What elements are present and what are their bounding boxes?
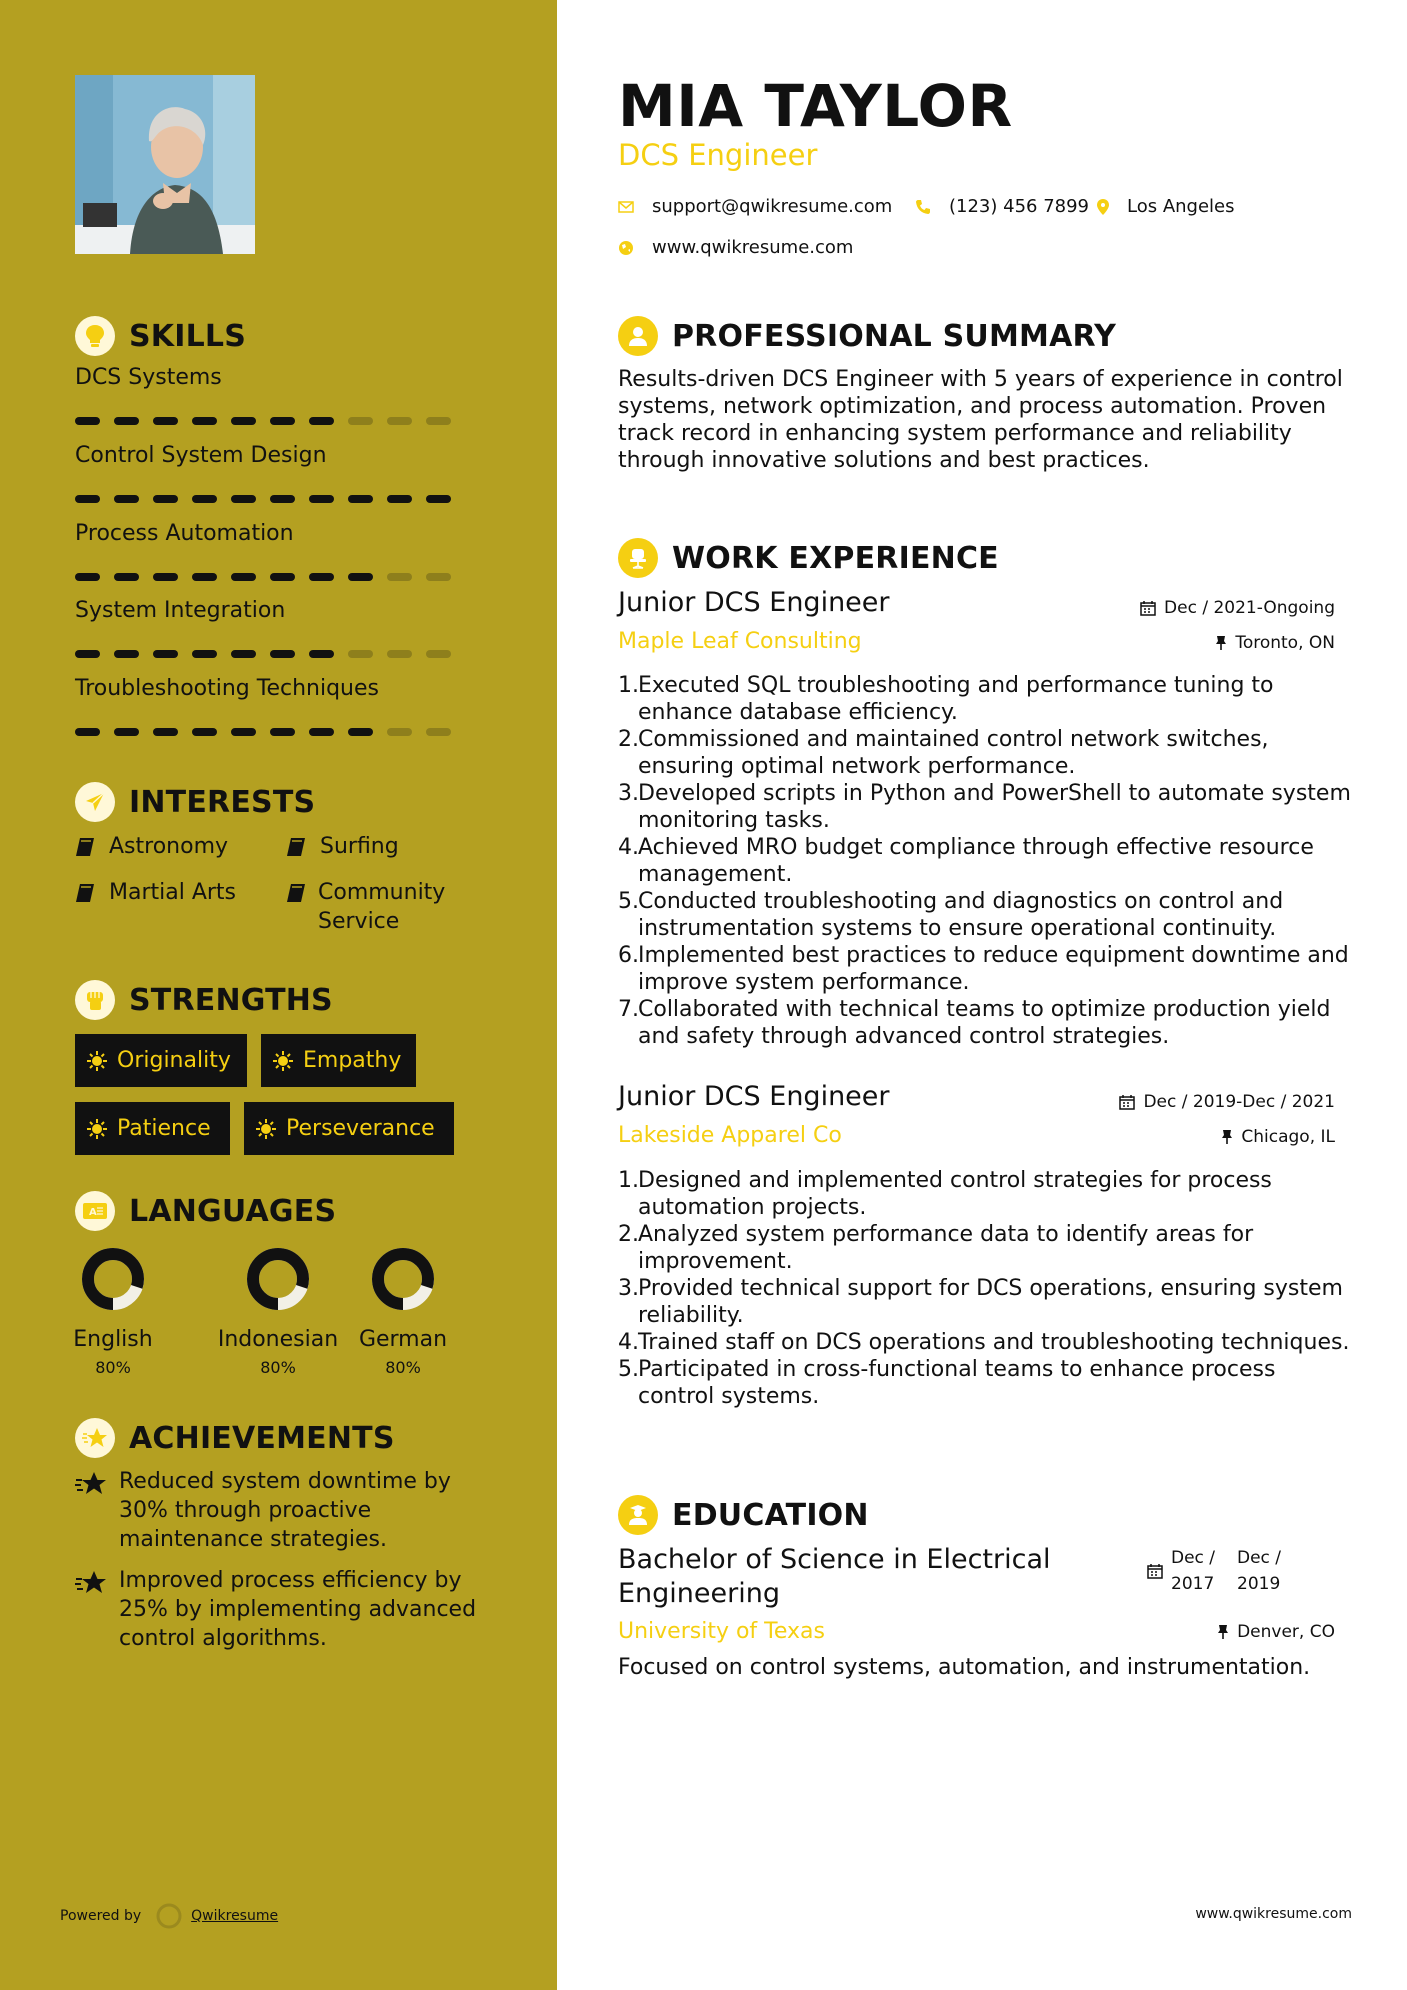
skill-level-bar <box>75 728 475 736</box>
skill-level-segment <box>387 650 412 658</box>
language-icon <box>75 1191 115 1231</box>
skill-level-segment <box>309 573 334 581</box>
job-bullet <box>618 996 1358 1050</box>
bullet-text: Executed SQL troubleshooting and performance tuning to enhance database efficiency. <box>638 673 1274 725</box>
book-icon <box>75 878 97 911</box>
skill-level-segment <box>75 417 100 425</box>
qwikresume-link[interactable]: Qwikresume <box>191 1908 279 1924</box>
job-bullet <box>618 1356 1358 1410</box>
skill-level-segment <box>348 573 373 581</box>
education-school: University of Texas <box>618 1619 825 1644</box>
user-icon <box>618 316 658 356</box>
mail-icon <box>618 201 634 213</box>
language-percent: 80% <box>260 1358 296 1377</box>
skill-level-bar <box>75 417 475 425</box>
contact-phone[interactable] <box>915 196 1089 217</box>
book-icon <box>75 832 97 865</box>
skill-level-segment <box>192 573 217 581</box>
calendar-icon <box>1140 600 1156 616</box>
skill-level-segment <box>426 573 451 581</box>
job-company: Lakeside Apparel Co <box>618 1123 842 1148</box>
interest-label: Martial Arts <box>109 880 237 905</box>
skill-name: Process Automation <box>75 521 294 546</box>
skill-level-segment <box>387 573 412 581</box>
bullet-number: 6. <box>618 943 639 968</box>
language-item <box>338 1247 468 1377</box>
sun-icon <box>87 1051 107 1071</box>
bullet-text: Conducted troubleshooting and diagnostics on control and instrumentation systems to ensure operational continuity. <box>638 889 1284 941</box>
languages-heading <box>75 1191 336 1231</box>
strengths-heading <box>75 980 333 1020</box>
interests-heading <box>75 782 315 822</box>
bullet-number: 1. <box>618 673 639 698</box>
education-description: Focused on control systems, automation, and instrumentation. <box>618 1655 1311 1680</box>
contact-website[interactable] <box>618 237 853 258</box>
language-name: English <box>73 1327 153 1352</box>
skill-item <box>75 521 475 581</box>
sun-icon <box>273 1051 293 1071</box>
job-bullet <box>618 888 1358 942</box>
skill-level-segment <box>387 728 412 736</box>
star-icon <box>75 1566 109 1653</box>
pushpin-icon <box>1215 635 1227 651</box>
skill-level-segment <box>231 650 256 658</box>
strength-label: Perseverance <box>286 1116 435 1141</box>
job-location-text: Chicago, IL <box>1241 1127 1335 1147</box>
bullet-number: 2. <box>618 1222 639 1247</box>
language-item <box>48 1247 178 1377</box>
bullet-number: 4. <box>618 835 639 860</box>
skill-level-segment <box>309 417 334 425</box>
email-text: support@qwikresume.com <box>652 196 893 217</box>
skill-level-segment <box>192 417 217 425</box>
skill-level-segment <box>348 728 373 736</box>
achievement-item <box>75 1566 495 1653</box>
skill-level-segment <box>192 495 217 503</box>
skill-level-segment <box>153 650 178 658</box>
website-text: www.qwikresume.com <box>652 237 854 258</box>
footer-website[interactable]: www.qwikresume.com <box>1195 1906 1352 1922</box>
skill-level-segment <box>309 650 334 658</box>
job-bullet <box>618 1167 1358 1221</box>
education-start: Dec / 2017 <box>1171 1548 1216 1594</box>
bullet-number: 7. <box>618 997 639 1022</box>
star-icon <box>75 1467 109 1554</box>
skill-name: DCS Systems <box>75 365 222 390</box>
achievements-heading <box>75 1418 395 1458</box>
skill-item <box>75 598 475 658</box>
sidebar <box>0 0 557 1990</box>
education-title: EDUCATION <box>672 1497 869 1533</box>
candidate-role: DCS Engineer <box>618 138 818 172</box>
phone-icon <box>915 199 931 215</box>
education-end: Dec / 2019 <box>1237 1548 1282 1594</box>
skill-level-segment <box>75 495 100 503</box>
skill-level-segment <box>348 495 373 503</box>
job-bullets <box>618 1167 1358 1410</box>
strength-tag <box>75 1034 247 1087</box>
job-title: Junior DCS Engineer <box>618 587 890 618</box>
bullet-text: Collaborated with technical teams to optimize production yield and safety through advanced control strategies. <box>638 997 1331 1049</box>
contact-location <box>1097 196 1235 217</box>
strength-label: Empathy <box>303 1048 402 1073</box>
skill-level-segment <box>270 417 295 425</box>
language-name: Indonesian <box>217 1327 339 1352</box>
skill-item <box>75 365 475 425</box>
skill-level-segment <box>75 573 100 581</box>
bullet-text: Trained staff on DCS operations and troubleshooting techniques. <box>638 1330 1350 1355</box>
skill-level-segment <box>309 728 334 736</box>
svg-text:A: A <box>89 1207 97 1218</box>
experience-title: WORK EXPERIENCE <box>672 540 999 576</box>
skill-level-segment <box>231 495 256 503</box>
date-separator <box>1227 1545 1237 1597</box>
chair-icon <box>618 538 658 578</box>
book-icon <box>286 878 306 936</box>
bullet-text: Provided technical support for DCS operations, ensuring system reliability. <box>638 1276 1343 1328</box>
job-bullet <box>618 1275 1358 1329</box>
skill-level-bar <box>75 650 475 658</box>
job-bullet <box>618 672 1358 726</box>
pushpin-icon <box>1217 1624 1229 1640</box>
language-name: German <box>358 1327 448 1352</box>
interest-item <box>75 878 236 911</box>
skill-level-segment <box>153 495 178 503</box>
skills-title: SKILLS <box>129 318 247 354</box>
skill-level-segment <box>270 573 295 581</box>
skill-level-bar <box>75 573 475 581</box>
calendar-icon <box>1119 1094 1135 1110</box>
skill-level-segment <box>348 650 373 658</box>
bullet-text: Participated in cross-functional teams to enhance process control systems. <box>638 1357 1276 1409</box>
skill-level-segment <box>426 495 451 503</box>
job-bullets <box>618 672 1358 1050</box>
language-item <box>213 1247 343 1377</box>
skill-name: Control System Design <box>75 443 327 468</box>
bullet-number: 5. <box>618 1357 639 1382</box>
skill-level-segment <box>231 417 256 425</box>
bullet-number: 3. <box>618 1276 639 1301</box>
skill-level-segment <box>75 650 100 658</box>
job-location <box>1215 633 1335 653</box>
phone-text: (123) 456 7899 <box>949 196 1090 217</box>
skill-level-segment <box>270 650 295 658</box>
interest-label: Astronomy <box>109 834 229 859</box>
skill-level-segment <box>231 728 256 736</box>
experience-heading <box>618 538 999 578</box>
bullet-text: Analyzed system performance data to identify areas for improvement. <box>638 1222 1254 1274</box>
strength-label: Originality <box>117 1048 231 1073</box>
skill-level-segment <box>426 650 451 658</box>
skill-level-segment <box>348 417 373 425</box>
fist-icon <box>75 980 115 1020</box>
job-bullet <box>618 1329 1358 1356</box>
job-dates-text: Dec / 2021-Ongoing <box>1164 598 1335 618</box>
job-location-text: Toronto, ON <box>1235 633 1335 653</box>
calendar-icon <box>1147 1545 1163 1597</box>
job-dates-text: Dec / 2019-Dec / 2021 <box>1143 1092 1335 1112</box>
summary-text: Results-driven DCS Engineer with 5 years of experience in control systems, network optimization, and process automation. Proven track record in enhancing system performance and reliability through innovative solutions and best practices. <box>618 367 1343 473</box>
job-dates <box>1140 598 1335 618</box>
education-heading <box>618 1495 869 1535</box>
bullet-number: 4. <box>618 1330 639 1355</box>
achievements-title: ACHIEVEMENTS <box>129 1420 395 1456</box>
bullet-number: 5. <box>618 889 639 914</box>
skill-level-segment <box>153 417 178 425</box>
job-dates <box>1119 1092 1335 1112</box>
skill-level-segment <box>192 650 217 658</box>
profile-photo <box>75 75 255 254</box>
language-level-donut <box>81 1247 145 1311</box>
skill-level-segment <box>426 728 451 736</box>
skill-level-segment <box>114 573 139 581</box>
skill-item <box>75 443 475 503</box>
star-icon <box>75 1418 115 1458</box>
job-title: Junior DCS Engineer <box>618 1081 890 1112</box>
language-level-donut <box>371 1247 435 1311</box>
language-percent: 80% <box>95 1358 131 1377</box>
skill-level-segment <box>114 417 139 425</box>
skill-level-segment <box>153 573 178 581</box>
skill-item <box>75 676 475 736</box>
book-icon <box>286 832 308 865</box>
education-location <box>1217 1622 1335 1642</box>
job-bullet <box>618 780 1358 834</box>
main-content <box>557 0 1407 1990</box>
bullet-text: Implemented best practices to reduce equipment downtime and improve system performance. <box>638 943 1349 995</box>
skill-level-segment <box>426 417 451 425</box>
job-location <box>1221 1127 1335 1147</box>
pushpin-icon <box>1221 1129 1233 1145</box>
job-company: Maple Leaf Consulting <box>618 629 862 654</box>
powered-label: Powered by <box>60 1908 142 1924</box>
job-bullet <box>618 942 1358 996</box>
interest-item <box>286 832 399 865</box>
strengths-title: STRENGTHS <box>129 982 333 1018</box>
education-dates <box>1147 1545 1293 1597</box>
job-bullet <box>618 1221 1358 1275</box>
bullet-text: Developed scripts in Python and PowerShell to automate system monitoring tasks. <box>638 781 1351 833</box>
achievement-text: Improved process efficiency by 25% by implementing advanced control algorithms. <box>119 1568 477 1651</box>
skill-level-segment <box>153 728 178 736</box>
skill-level-segment <box>270 728 295 736</box>
location-text: Los Angeles <box>1127 196 1235 217</box>
interest-item <box>286 878 486 936</box>
skill-level-bar <box>75 495 475 503</box>
skill-level-segment <box>309 495 334 503</box>
skill-level-segment <box>231 573 256 581</box>
powered-by <box>60 1902 278 1930</box>
contact-email[interactable] <box>618 196 892 217</box>
skills-heading <box>75 316 246 356</box>
strength-tag <box>75 1102 230 1155</box>
skill-level-segment <box>75 728 100 736</box>
strength-label: Patience <box>117 1116 211 1141</box>
language-percent: 80% <box>385 1358 421 1377</box>
bulb-icon <box>75 316 115 356</box>
pin-icon <box>1097 199 1109 215</box>
job-bullet <box>618 834 1358 888</box>
education-location-text: Denver, CO <box>1237 1622 1335 1642</box>
candidate-name: MIA TAYLOR <box>618 72 1013 140</box>
education-degree: Bachelor of Science in Electrical Engineering <box>618 1544 1051 1609</box>
skill-level-segment <box>387 417 412 425</box>
job-bullet <box>618 726 1358 780</box>
bullet-number: 2. <box>618 727 639 752</box>
skill-name: System Integration <box>75 598 286 623</box>
skill-level-segment <box>114 650 139 658</box>
interest-item <box>75 832 228 865</box>
skill-name: Troubleshooting Techniques <box>75 676 379 701</box>
languages-title: LANGUAGES <box>129 1193 337 1229</box>
skill-level-segment <box>387 495 412 503</box>
skill-level-segment <box>114 728 139 736</box>
summary-title: PROFESSIONAL SUMMARY <box>672 318 1117 354</box>
achievement-text: Reduced system downtime by 30% through proactive maintenance strategies. <box>119 1469 451 1552</box>
strength-tag <box>261 1034 416 1087</box>
globe-icon <box>618 240 634 256</box>
language-level-donut <box>246 1247 310 1311</box>
graduation-icon <box>618 1495 658 1535</box>
interest-label: Surfing <box>320 834 399 859</box>
sun-icon <box>87 1119 107 1139</box>
interests-title: INTERESTS <box>129 784 316 820</box>
skill-level-segment <box>114 495 139 503</box>
strength-tag <box>244 1102 454 1155</box>
skill-level-segment <box>270 495 295 503</box>
sun-icon <box>256 1119 276 1139</box>
bullet-text: Achieved MRO budget compliance through effective resource management. <box>638 835 1314 887</box>
summary-heading <box>618 316 1116 356</box>
bullet-text: Commissioned and maintained control network switches, ensuring optimal network performance. <box>638 727 1269 779</box>
bullet-text: Designed and implemented control strategies for process automation projects. <box>638 1168 1272 1220</box>
achievement-item <box>75 1467 495 1554</box>
bullet-number: 3. <box>618 781 639 806</box>
qwikresume-logo-icon <box>155 1902 183 1930</box>
bullet-number: 1. <box>618 1168 639 1193</box>
paper-plane-icon <box>75 782 115 822</box>
interest-label: Community Service <box>318 880 446 934</box>
skill-level-segment <box>192 728 217 736</box>
